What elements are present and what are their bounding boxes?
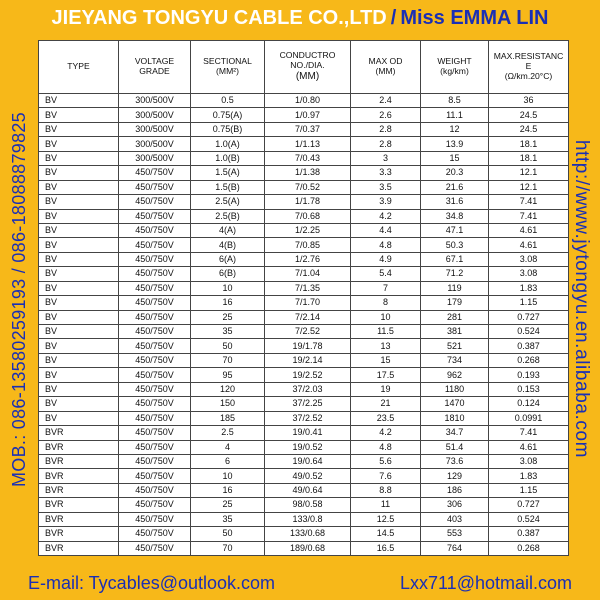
cell-voltage: 450/750V [119,498,191,512]
cell-sectional: 185 [191,411,265,425]
cell-weight: 11.1 [421,108,489,122]
cell-type: BV [39,296,119,310]
table-row [39,440,569,454]
cell-type: BV [39,325,119,339]
cell-type: BV [39,180,119,194]
table-row [39,469,569,483]
cell-type: BV [39,94,119,108]
cell-conductor: 7/2.14 [265,310,351,324]
cell-max-od: 3.3 [351,166,421,180]
cell-max-od: 11 [351,498,421,512]
cell-sectional: 25 [191,310,265,324]
cell-sectional: 0.75(A) [191,108,265,122]
cell-max-od: 13 [351,339,421,353]
table-row [39,512,569,526]
cell-type: BV [39,339,119,353]
cell-resistance: 0.124 [489,397,569,411]
cell-voltage: 450/750V [119,339,191,353]
cell-max-od: 5.4 [351,267,421,281]
cell-weight: 521 [421,339,489,353]
cell-conductor: 1/2.76 [265,252,351,266]
header-voltage: VOLTAGE GRADE [119,41,191,94]
cell-max-od: 4.2 [351,426,421,440]
cell-voltage: 450/750V [119,368,191,382]
cell-weight: 1810 [421,411,489,425]
cell-sectional: 2.5(B) [191,209,265,223]
cell-max-od: 7 [351,281,421,295]
cell-sectional: 95 [191,368,265,382]
cell-weight: 47.1 [421,223,489,237]
cell-resistance: 12.1 [489,180,569,194]
cell-voltage: 450/750V [119,469,191,483]
cell-conductor: 19/0.64 [265,454,351,468]
cell-max-od: 4.2 [351,209,421,223]
cell-resistance: 0.387 [489,527,569,541]
cell-resistance: 36 [489,94,569,108]
table-row [39,137,569,151]
cell-type: BV [39,382,119,396]
cell-max-od: 3.9 [351,195,421,209]
cell-sectional: 50 [191,527,265,541]
table-row [39,353,569,367]
mobile-banner [0,36,38,562]
cell-conductor: 19/2.52 [265,368,351,382]
cell-weight: 764 [421,541,489,555]
cell-resistance: 0.268 [489,353,569,367]
header-conductor: CONDUCTRO NO./DIA. (MM) [265,41,351,94]
table-row [39,94,569,108]
cell-conductor: 19/0.41 [265,426,351,440]
cell-weight: 962 [421,368,489,382]
cell-voltage: 450/750V [119,281,191,295]
cell-sectional: 70 [191,541,265,555]
cell-conductor: 1/0.80 [265,94,351,108]
cell-resistance: 3.08 [489,267,569,281]
cell-max-od: 8 [351,296,421,310]
cell-sectional: 16 [191,483,265,497]
cell-voltage: 300/500V [119,151,191,165]
table-row [39,296,569,310]
cell-voltage: 450/750V [119,310,191,324]
cell-weight: 403 [421,512,489,526]
cell-type: BVR [39,454,119,468]
cell-voltage: 450/750V [119,426,191,440]
cell-voltage: 450/750V [119,411,191,425]
cell-voltage: 450/750V [119,195,191,209]
cell-weight: 129 [421,469,489,483]
table-row [39,122,569,136]
cell-conductor: 7/0.68 [265,209,351,223]
cell-weight: 51.4 [421,440,489,454]
cell-sectional: 10 [191,469,265,483]
cell-max-od: 4.8 [351,238,421,252]
cell-conductor: 7/2.52 [265,325,351,339]
cell-max-od: 12.5 [351,512,421,526]
table-row [39,108,569,122]
cell-conductor: 19/1.78 [265,339,351,353]
cell-conductor: 7/0.43 [265,151,351,165]
cell-resistance: 18.1 [489,137,569,151]
cell-weight: 1180 [421,382,489,396]
cell-weight: 8.5 [421,94,489,108]
table-row [39,267,569,281]
cell-max-od: 21 [351,397,421,411]
cell-sectional: 16 [191,296,265,310]
cell-sectional: 0.75(B) [191,122,265,136]
mobile-numbers: MOB.: 086-13580259193 / 086-18088879825 [8,111,29,487]
cell-type: BV [39,151,119,165]
cell-voltage: 450/750V [119,252,191,266]
table-row [39,310,569,324]
cell-sectional: 10 [191,281,265,295]
table-row [39,382,569,396]
cell-type: BVR [39,541,119,555]
cell-resistance: 0.0991 [489,411,569,425]
cell-resistance: 1.83 [489,281,569,295]
cell-max-od: 4.8 [351,440,421,454]
cell-resistance: 7.41 [489,209,569,223]
cell-resistance: 7.41 [489,426,569,440]
table-row [39,498,569,512]
header-weight: WEIGHT (kg/km) [421,41,489,94]
cell-conductor: 1/1.38 [265,166,351,180]
cell-sectional: 0.5 [191,94,265,108]
cell-weight: 20.3 [421,166,489,180]
cell-sectional: 1.0(A) [191,137,265,151]
cell-voltage: 450/750V [119,512,191,526]
cell-conductor: 49/0.64 [265,483,351,497]
cell-resistance: 0.153 [489,382,569,396]
cell-weight: 12 [421,122,489,136]
cell-resistance: 0.268 [489,541,569,555]
cell-type: BVR [39,527,119,541]
cell-type: BV [39,238,119,252]
cell-max-od: 2.6 [351,108,421,122]
cell-weight: 306 [421,498,489,512]
cell-type: BV [39,267,119,281]
cell-voltage: 450/750V [119,238,191,252]
header-max-od: MAX OD (MM) [351,41,421,94]
cell-conductor: 1/0.97 [265,108,351,122]
cell-sectional: 2.5(A) [191,195,265,209]
cell-weight: 1470 [421,397,489,411]
cell-sectional: 2.5 [191,426,265,440]
cell-resistance: 4.61 [489,238,569,252]
cell-max-od: 17.5 [351,368,421,382]
cell-sectional: 4(B) [191,238,265,252]
cell-resistance: 12.1 [489,166,569,180]
cell-conductor: 7/0.37 [265,122,351,136]
cell-conductor: 133/0.8 [265,512,351,526]
cell-voltage: 450/750V [119,296,191,310]
cell-voltage: 450/750V [119,440,191,454]
cell-weight: 34.8 [421,209,489,223]
cell-max-od: 5.6 [351,454,421,468]
cell-resistance: 3.08 [489,454,569,468]
cell-resistance: 0.727 [489,498,569,512]
cell-max-od: 2.4 [351,94,421,108]
table-body [39,94,569,556]
cell-max-od: 14.5 [351,527,421,541]
cell-resistance: 3.08 [489,252,569,266]
cell-conductor: 133/0.68 [265,527,351,541]
page-header [0,0,600,36]
cell-type: BV [39,195,119,209]
cell-conductor: 7/1.04 [265,267,351,281]
cell-conductor: 37/2.03 [265,382,351,396]
cell-max-od: 23.5 [351,411,421,425]
cell-voltage: 300/500V [119,108,191,122]
cell-resistance: 0.727 [489,310,569,324]
cell-sectional: 6 [191,454,265,468]
cell-weight: 21.6 [421,180,489,194]
table-row [39,411,569,425]
cell-type: BV [39,368,119,382]
cell-max-od: 2.8 [351,137,421,151]
cell-resistance: 0.524 [489,512,569,526]
cell-weight: 31.6 [421,195,489,209]
cell-weight: 381 [421,325,489,339]
table-row [39,483,569,497]
cell-sectional: 4 [191,440,265,454]
cell-type: BV [39,252,119,266]
cell-max-od: 3 [351,151,421,165]
header-type: TYPE [39,41,119,94]
cell-max-od: 2.8 [351,122,421,136]
cell-conductor: 49/0.52 [265,469,351,483]
cell-weight: 50.3 [421,238,489,252]
cell-weight: 67.1 [421,252,489,266]
cell-type: BV [39,397,119,411]
cell-resistance: 1.83 [489,469,569,483]
cell-type: BV [39,137,119,151]
cell-voltage: 450/750V [119,397,191,411]
cell-weight: 34.7 [421,426,489,440]
table-row [39,397,569,411]
spec-table-container [38,40,568,556]
cell-type: BV [39,353,119,367]
cell-type: BV [39,281,119,295]
cell-sectional: 35 [191,512,265,526]
cell-resistance: 24.5 [489,122,569,136]
email-secondary[interactable]: Lxx711@hotmail.com [399,572,572,593]
cell-conductor: 98/0.58 [265,498,351,512]
table-row [39,238,569,252]
cell-weight: 186 [421,483,489,497]
email-primary[interactable]: E-mail: Tycables@outlook.com [28,572,276,593]
cell-voltage: 450/750V [119,483,191,497]
cell-weight: 15 [421,151,489,165]
cell-resistance: 4.61 [489,223,569,237]
cell-type: BVR [39,512,119,526]
cell-type: BV [39,166,119,180]
cell-weight: 13.9 [421,137,489,151]
cell-resistance: 1.15 [489,296,569,310]
cell-max-od: 19 [351,382,421,396]
header-resistance: MAX.RESISTANC E (Ω/km.20°C) [489,41,569,94]
cell-resistance: 0.193 [489,368,569,382]
cell-type: BV [39,411,119,425]
cell-type: BV [39,223,119,237]
cell-resistance: 18.1 [489,151,569,165]
cell-type: BVR [39,483,119,497]
cell-max-od: 16.5 [351,541,421,555]
page-footer [0,566,600,600]
cell-type: BVR [39,498,119,512]
table-row [39,151,569,165]
cell-conductor: 7/1.35 [265,281,351,295]
table-row [39,426,569,440]
contact-name: Miss EMMA LIN [400,6,549,29]
cell-sectional: 6(B) [191,267,265,281]
cell-conductor: 1/1.78 [265,195,351,209]
cell-voltage: 450/750V [119,209,191,223]
cell-sectional: 120 [191,382,265,396]
table-row [39,180,569,194]
cell-sectional: 150 [191,397,265,411]
cell-sectional: 1.0(B) [191,151,265,165]
cell-conductor: 7/1.70 [265,296,351,310]
cell-weight: 179 [421,296,489,310]
cell-weight: 73.6 [421,454,489,468]
table-row [39,223,569,237]
cell-resistance: 1.15 [489,483,569,497]
cell-conductor: 1/1.13 [265,137,351,151]
cell-conductor: 19/2.14 [265,353,351,367]
table-row [39,368,569,382]
cell-conductor: 189/0.68 [265,541,351,555]
cell-type: BV [39,310,119,324]
table-row [39,339,569,353]
cell-max-od: 10 [351,310,421,324]
cell-max-od: 4.4 [351,223,421,237]
cell-type: BVR [39,469,119,483]
cell-sectional: 6(A) [191,252,265,266]
cell-sectional: 1.5(B) [191,180,265,194]
cell-sectional: 1.5(A) [191,166,265,180]
table-row [39,195,569,209]
cell-max-od: 4.9 [351,252,421,266]
cell-max-od: 8.8 [351,483,421,497]
cell-sectional: 4(A) [191,223,265,237]
cell-type: BVR [39,440,119,454]
cell-sectional: 35 [191,325,265,339]
cell-sectional: 25 [191,498,265,512]
table-row [39,252,569,266]
cell-resistance: 0.524 [489,325,569,339]
cell-conductor: 7/0.52 [265,180,351,194]
cell-conductor: 37/2.25 [265,397,351,411]
cell-voltage: 450/750V [119,180,191,194]
cell-type: BV [39,122,119,136]
cell-max-od: 11.5 [351,325,421,339]
cell-resistance: 7.41 [489,195,569,209]
website-url[interactable]: http://www.jytongyu.en.alibaba.com [571,139,593,459]
cell-conductor: 1/2.25 [265,223,351,237]
cell-type: BVR [39,426,119,440]
cell-sectional: 50 [191,339,265,353]
company-name: JIEYANG TONGYU CABLE CO.,LTD [51,6,387,29]
cell-voltage: 450/750V [119,166,191,180]
cell-max-od: 3.5 [351,180,421,194]
cell-weight: 119 [421,281,489,295]
cell-conductor: 7/0.85 [265,238,351,252]
table-row [39,166,569,180]
cell-conductor: 37/2.52 [265,411,351,425]
cell-resistance: 24.5 [489,108,569,122]
cell-voltage: 450/750V [119,527,191,541]
cell-voltage: 450/750V [119,541,191,555]
table-row [39,454,569,468]
cell-max-od: 7.6 [351,469,421,483]
cell-voltage: 450/750V [119,223,191,237]
cell-voltage: 450/750V [119,267,191,281]
cell-conductor: 19/0.52 [265,440,351,454]
cell-voltage: 450/750V [119,353,191,367]
table-row [39,541,569,555]
cell-weight: 734 [421,353,489,367]
header-sectional: SECTIONAL (MM²) [191,41,265,94]
header-separator: / [390,6,397,29]
cell-max-od: 15 [351,353,421,367]
cable-spec-table [38,40,569,556]
cell-resistance: 0.387 [489,339,569,353]
table-row [39,527,569,541]
table-row [39,325,569,339]
cell-weight: 281 [421,310,489,324]
cell-sectional: 70 [191,353,265,367]
cell-type: BV [39,108,119,122]
cell-voltage: 450/750V [119,325,191,339]
table-header-row [39,41,569,94]
cell-voltage: 450/750V [119,454,191,468]
cell-voltage: 300/500V [119,94,191,108]
table-row [39,281,569,295]
cell-weight: 71.2 [421,267,489,281]
cell-voltage: 300/500V [119,122,191,136]
table-row [39,209,569,223]
cell-voltage: 450/750V [119,382,191,396]
cell-weight: 553 [421,527,489,541]
cell-type: BV [39,209,119,223]
cell-resistance: 4.61 [489,440,569,454]
cell-voltage: 300/500V [119,137,191,151]
